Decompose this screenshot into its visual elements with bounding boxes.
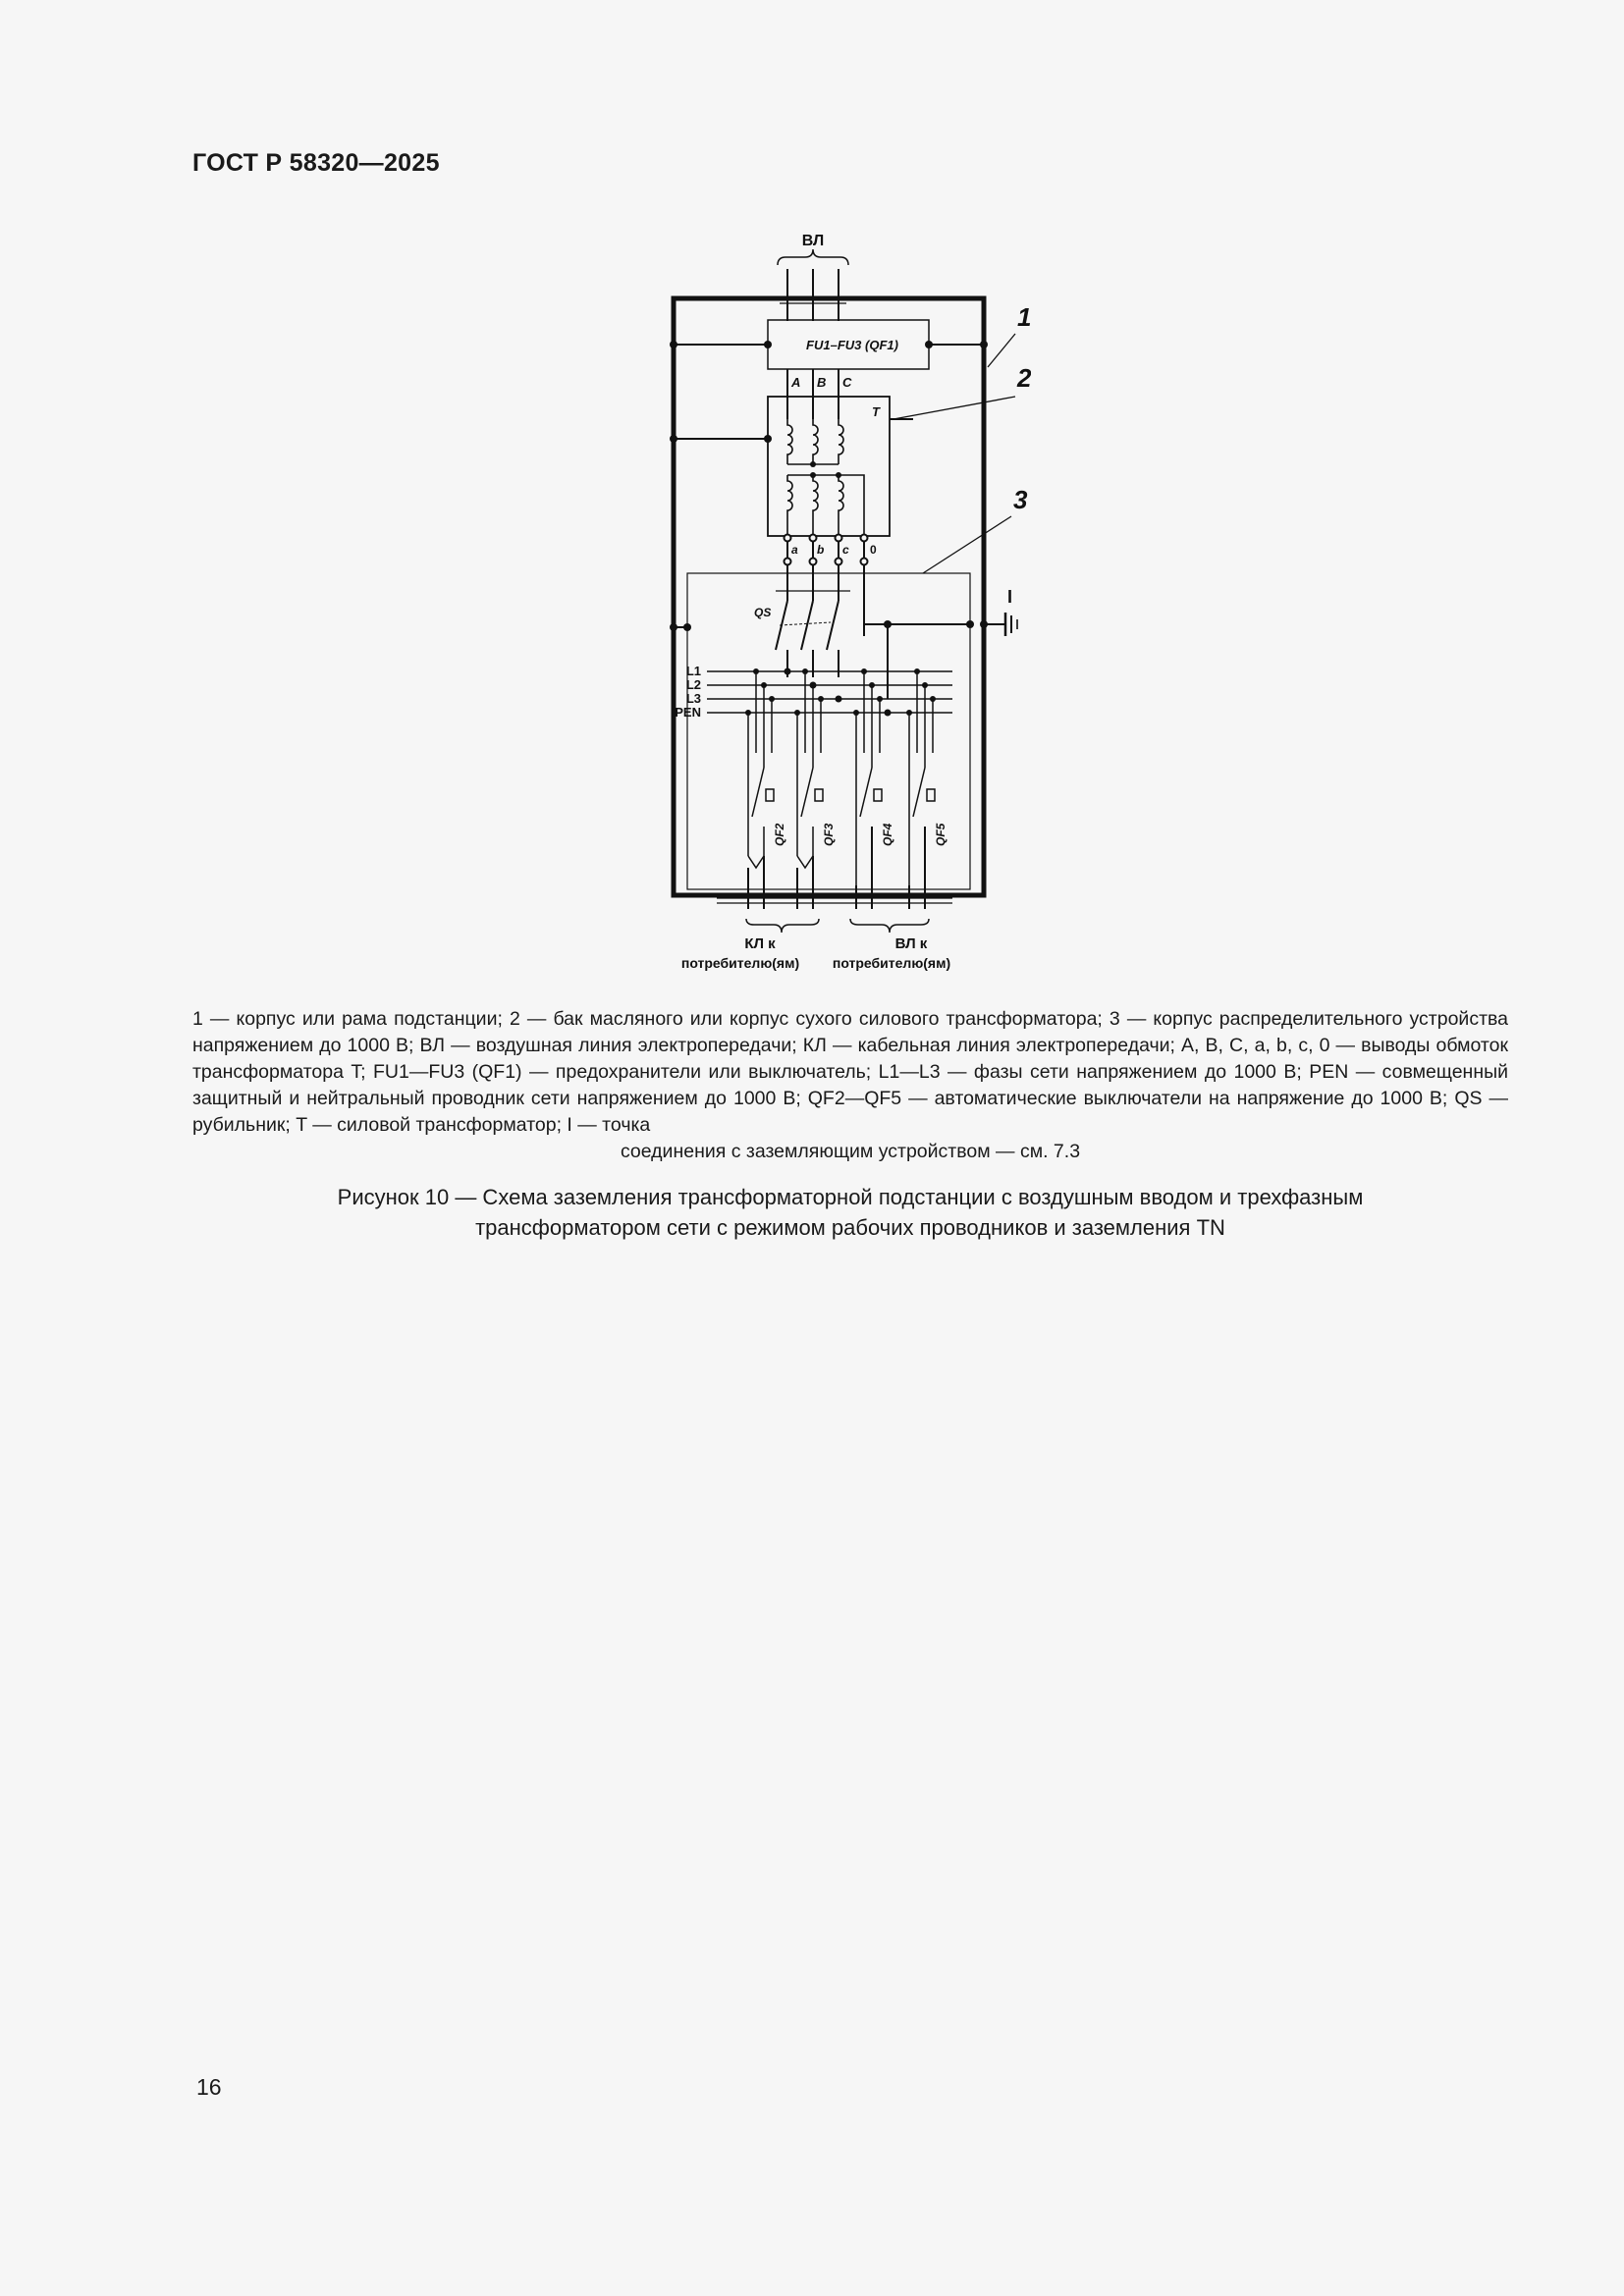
outgoing-cable-label-1: КЛ к [744, 935, 776, 952]
secondary-windings [787, 475, 864, 538]
callout-1: 1 [1017, 302, 1031, 332]
document-header: ГОСТ Р 58320—2025 [192, 149, 440, 177]
outgoing-overhead-label-2: потребителю(ям) [832, 955, 951, 971]
busbar-l1: L1 [685, 664, 701, 678]
lv-terminal-b: b [817, 543, 825, 557]
outgoing-cable-brace [746, 919, 819, 933]
figure-legend [192, 1006, 1508, 1165]
transformer-label: T [872, 404, 880, 419]
callout-2: 2 [1017, 363, 1031, 393]
lv-terminal-a: a [791, 543, 798, 557]
page-number: 16 [196, 2074, 222, 2100]
breaker-qf4: QF4 [881, 823, 894, 846]
callout-3: 3 [1013, 485, 1028, 514]
caption-line-2: трансформатором сети с режимом рабочих проводников и заземления TN [475, 1215, 1225, 1240]
junction-dot [925, 341, 933, 348]
substation-frame [674, 298, 984, 895]
busbar-l2: L2 [685, 677, 701, 692]
junction-dot [980, 341, 988, 348]
ground-label: I [1007, 587, 1013, 607]
fuse-label: FU1–FU3 (QF1) [806, 338, 898, 352]
junction-dot [670, 341, 677, 348]
caption-line-1: Рисунок 10 — Схема заземления трансформаторной подстанции с воздушным вводом и трехфазным [337, 1185, 1364, 1209]
breaker-qf5: QF5 [934, 823, 947, 846]
incoming-line-label: ВЛ [801, 233, 825, 249]
lv-terminal-0: 0 [870, 543, 877, 557]
hv-terminal-a: A [791, 375, 801, 390]
busbars [707, 671, 952, 713]
junction-dot [764, 341, 772, 348]
hv-terminal-b: B [817, 375, 827, 390]
junction-dot [670, 435, 677, 443]
outgoing-overhead-label-1: ВЛ к [894, 935, 928, 952]
feeder-qf5 [906, 668, 936, 885]
breaker-qf2: QF2 [773, 823, 786, 846]
primary-windings [787, 419, 843, 464]
feeder-qf4 [853, 668, 883, 885]
main-switch [776, 591, 850, 677]
outgoing-overhead-brace [850, 919, 929, 933]
junction-dot [683, 623, 691, 631]
legend-last-line: соединения с заземляющим устройством — см. 7.3 [620, 1141, 1081, 1162]
junction-dot [980, 620, 988, 628]
lv-terminal-c: c [842, 543, 849, 557]
legend-text: 1 — корпус или рама подстанции; 2 — бак масляного или корпус сухого силового трансформатора; 3 — корпус распределительного устройства напряжением до 1000 В; ВЛ — воздушная линия электропередачи; КЛ — кабельная линия электропередачи; A, B, C, a, b, c, 0 — выводы обмоток трансформатора T; FU1—FU3 (QF1) — предохранители или выключатель; L1—L3 — фазы сети напряжением до 1000 В; PEN — совмещенный защитный и нейтральный проводник сети напряжением до 1000 В; QF2—QF5 — автоматические выключатели на напряжение до 1000 В; QS — рубильник; T — силовой трансформатор; I — точка [192, 1008, 1508, 1136]
hv-terminal-c: C [842, 375, 852, 390]
outgoing-cable-label-2: потребителю(ям) [680, 955, 800, 971]
junction-dot [966, 620, 974, 628]
grounding-diagram [658, 218, 1031, 984]
incoming-conductors [780, 269, 846, 321]
breaker-qf3: QF3 [822, 823, 836, 846]
incoming-brace [778, 249, 848, 265]
junction-dot [884, 620, 892, 628]
junction-dot [670, 623, 677, 631]
ground-symbol [1005, 613, 1017, 636]
switch-label: QS [754, 606, 772, 619]
busbar-pen: PEN [675, 705, 701, 720]
figure-caption [192, 1182, 1508, 1243]
junction-dot [764, 435, 772, 443]
busbar-l3: L3 [685, 691, 701, 706]
